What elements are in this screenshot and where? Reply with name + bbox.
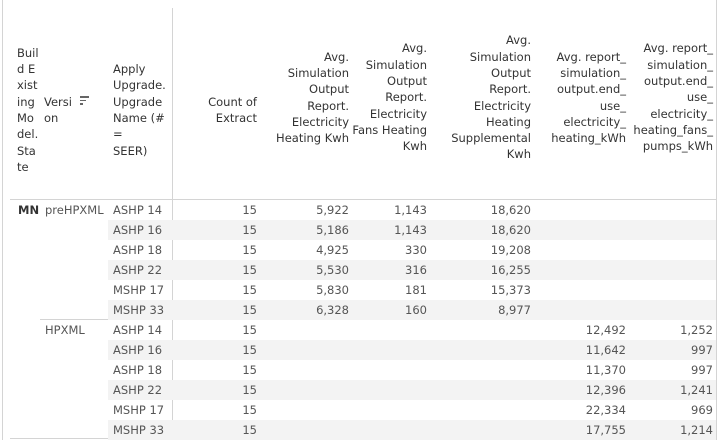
- upgrade-label: ASHP 22: [113, 383, 163, 397]
- header-state[interactable]: Buil d E xist ing Mo del. Sta te: [17, 45, 39, 174]
- value-cell: 17,755: [585, 423, 626, 437]
- value-cell: 8,977: [498, 303, 531, 317]
- value-cell: 330: [405, 243, 427, 257]
- value-cell: 18,620: [490, 203, 531, 217]
- value-cell: 19,208: [490, 243, 531, 257]
- value-cell: 1,241: [680, 383, 713, 397]
- table-row: [108, 360, 716, 380]
- version-label: preHPXML: [45, 203, 104, 217]
- column-header[interactable]: Avg. Simulation Output Report. Electricity Fans Heating Kwh: [352, 41, 427, 154]
- upgrade-label: MSHP 33: [113, 423, 165, 437]
- value-cell: 997: [691, 343, 713, 357]
- value-cell: 1,143: [394, 203, 427, 217]
- upgrade-label: ASHP 22: [113, 263, 163, 277]
- value-cell: 18,620: [490, 223, 531, 237]
- upgrade-label: ASHP 16: [113, 343, 163, 357]
- value-cell: 11,370: [585, 363, 626, 377]
- value-cell: 15: [242, 223, 257, 237]
- value-cell: 15: [242, 263, 257, 277]
- column-header[interactable]: Avg. Simulation Output Report. Electricity Heating Supplemental Kwh: [451, 33, 531, 162]
- right-border: [716, 0, 717, 440]
- value-cell: 22,334: [585, 403, 626, 417]
- table-row: [108, 340, 716, 360]
- value-cell: 5,186: [316, 223, 349, 237]
- value-cell: 15: [242, 203, 257, 217]
- value-cell: 316: [405, 263, 427, 277]
- column-header[interactable]: Avg. Simulation Output Report. Electricity Heating Kwh: [276, 49, 349, 146]
- table-row: [108, 300, 716, 320]
- table-row: [108, 220, 716, 240]
- column-header[interactable]: Count of Extract: [208, 94, 257, 125]
- value-cell: 11,642: [585, 343, 626, 357]
- table-row: [108, 280, 716, 300]
- value-cell: 6,328: [316, 303, 349, 317]
- value-cell: 5,922: [316, 203, 349, 217]
- upgrade-label: MSHP 17: [113, 403, 165, 417]
- value-cell: 5,830: [316, 283, 349, 297]
- value-cell: 15: [242, 423, 257, 437]
- table-row: [108, 200, 716, 220]
- value-cell: 1,143: [394, 223, 427, 237]
- table-row: [108, 420, 716, 440]
- upgrade-label: MSHP 17: [113, 283, 165, 297]
- upgrade-label: ASHP 16: [113, 223, 163, 237]
- upgrade-label: MSHP 33: [113, 303, 165, 317]
- version-label: HPXML: [45, 323, 85, 337]
- table-row: [108, 240, 716, 260]
- value-cell: 15: [242, 283, 257, 297]
- column-header[interactable]: Avg. report_ simulation_ output.end_ use_ electricity_ heating_kWh: [551, 49, 626, 146]
- value-cell: 16,255: [490, 263, 531, 277]
- value-cell: 15: [242, 323, 257, 337]
- upgrade-label: ASHP 14: [113, 323, 163, 337]
- value-cell: 15: [242, 343, 257, 357]
- value-cell: 969: [691, 403, 713, 417]
- value-cell: 5,530: [316, 263, 349, 277]
- header-version[interactable]: Versi on: [44, 94, 72, 125]
- value-cell: 4,925: [316, 243, 349, 257]
- table-row: [108, 320, 716, 340]
- value-cell: 1,252: [680, 323, 713, 337]
- column-header[interactable]: Avg. report_ simulation_ output.end_ use_ electricity_ heating_fans_ pumps_kWh: [633, 41, 713, 154]
- value-cell: 181: [405, 283, 427, 297]
- upgrade-label: ASHP 18: [113, 243, 163, 257]
- value-cell: 997: [691, 363, 713, 377]
- value-cell: 15: [242, 383, 257, 397]
- table-row: [108, 400, 716, 420]
- table-row: [108, 260, 716, 280]
- upgrade-label: ASHP 14: [113, 203, 163, 217]
- value-cell: 15: [242, 403, 257, 417]
- value-cell: 15,373: [490, 283, 531, 297]
- value-cell: 1,214: [680, 423, 713, 437]
- value-cell: 12,492: [585, 323, 626, 337]
- value-cell: 12,396: [585, 383, 626, 397]
- value-cell: 15: [242, 303, 257, 317]
- state-label: MN: [18, 203, 40, 217]
- sort-icon[interactable]: [80, 96, 89, 105]
- header-upgrade[interactable]: Apply Upgrade. Upgrade Name (# = SEER): [113, 62, 166, 158]
- upgrade-label: ASHP 18: [113, 363, 163, 377]
- value-cell: 15: [242, 363, 257, 377]
- value-cell: 160: [405, 303, 427, 317]
- value-cell: 15: [242, 243, 257, 257]
- table-row: [108, 380, 716, 400]
- left-border: [2, 0, 3, 440]
